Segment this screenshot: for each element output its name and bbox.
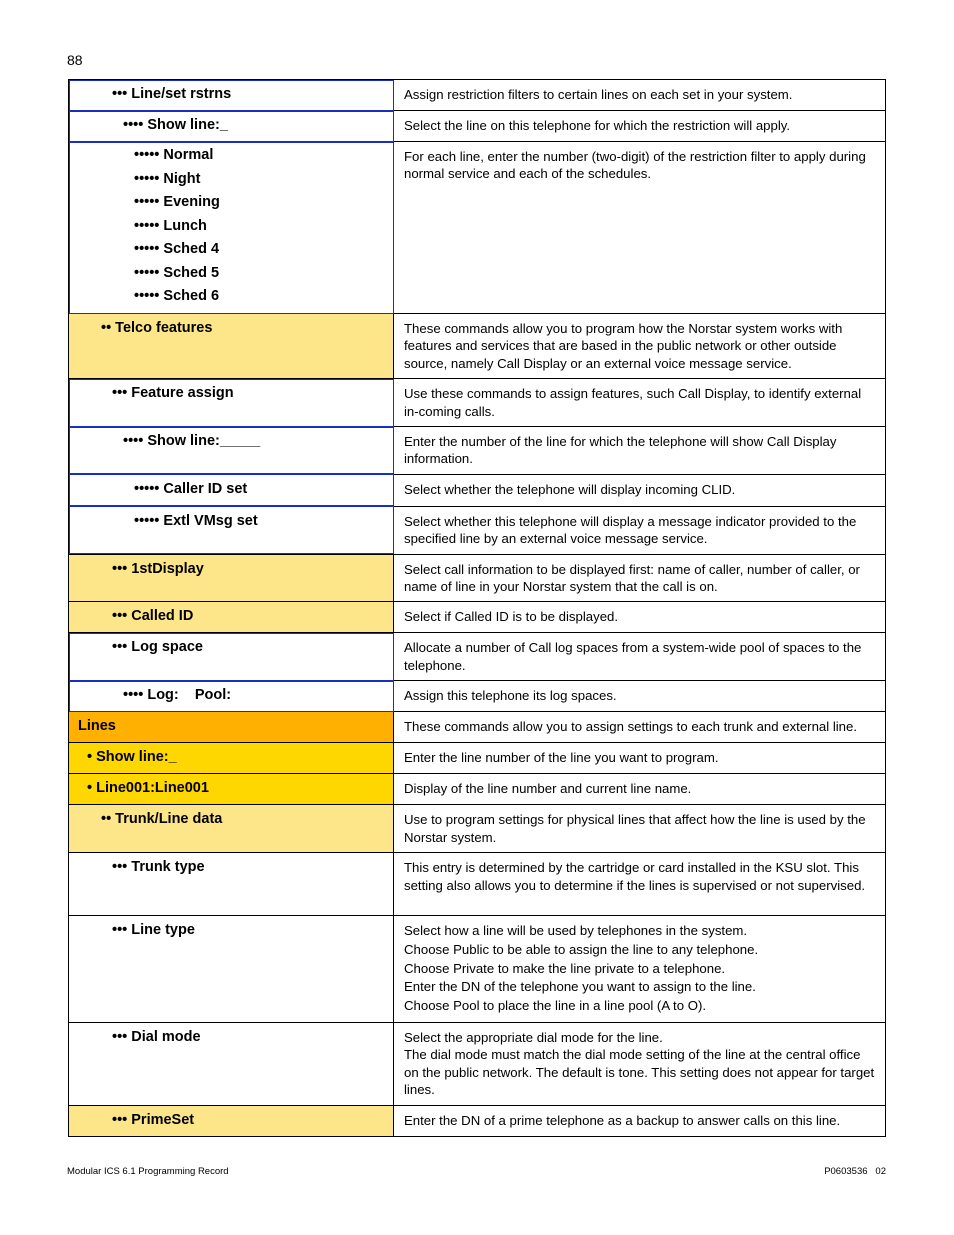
description-cell: This entry is determined by the cartridge or card installed in the KSU slot. This setting also allows you to determine if the lines is supervised or not supervised. [394, 853, 886, 916]
description-cell: Select the line on this telephone for which the restriction will apply. [394, 111, 886, 142]
description-cell: Enter the line number of the line you want to program. [394, 743, 886, 774]
description-cell: Allocate a number of Call log spaces from a system-wide pool of spaces to the telephone. [394, 633, 886, 681]
menu-item-cell: ••• Feature assign [69, 379, 394, 427]
menu-item-cell: ••• Log space [69, 633, 394, 681]
table-row [69, 853, 886, 916]
table-row [69, 743, 886, 774]
menu-item-cell: ••• Line type [69, 916, 394, 1023]
description-cell: Display of the line number and current line name. [394, 774, 886, 805]
description-line: Select how a line will be used by telephones in the system. [404, 923, 748, 939]
footer-document-number: P0603536 02 [824, 1166, 886, 1177]
menu-item-cell: Lines [69, 712, 394, 743]
table-row [69, 142, 886, 314]
menu-item-cell: ••• Called ID [69, 602, 394, 633]
description-line: Enter the DN of the telephone you want to assign to the line. [404, 979, 756, 995]
description-line: The dial mode must match the dial mode setting of the line at the central office on the public network. The default is tone. This setting does not appear for target lines. [404, 1047, 875, 1098]
description-cell: Select whether the telephone will display incoming CLID. [394, 474, 886, 506]
description-cell [394, 916, 886, 1023]
description-cell: For each line, enter the number (two-digit) of the restriction filter to apply during normal service and each of the schedules. [394, 142, 886, 314]
table-row [69, 805, 886, 853]
menu-item-cell: ••••• Caller ID set [69, 474, 394, 506]
table-row [69, 602, 886, 633]
table-row [69, 916, 886, 1023]
table-row [69, 712, 886, 743]
menu-item-cell: •• Trunk/Line data [69, 805, 394, 853]
description-cell [394, 1023, 886, 1106]
schedule-label: ••••• Normal [134, 147, 214, 163]
menu-item-cell: •• Telco features [69, 314, 394, 379]
table-row [69, 111, 886, 142]
footer-document-title: Modular ICS 6.1 Programming Record [67, 1166, 229, 1177]
schedule-label: ••••• Sched 4 [134, 241, 220, 257]
table-row [69, 1106, 886, 1137]
menu-item-cell: •••• Show line:_ [69, 111, 394, 142]
description-line: Choose Public to be able to assign the line to any telephone. [404, 941, 759, 957]
table-row [69, 80, 886, 111]
description-cell: Use these commands to assign features, such Call Display, to identify external in-coming calls. [394, 379, 886, 427]
table-row [69, 506, 886, 554]
description-cell: Assign restriction filters to certain lines on each set in your system. [394, 80, 886, 111]
table-row [69, 379, 886, 427]
description-cell: These commands allow you to assign settings to each trunk and external line. [394, 712, 886, 743]
table-row [69, 427, 886, 475]
table-row [69, 474, 886, 506]
description-cell: Select whether this telephone will display a message indicator provided to the specified line by an external voice message service. [394, 506, 886, 554]
description-cell: Enter the number of the line for which the telephone will show Call Display information. [394, 427, 886, 475]
description-line: Select the appropriate dial mode for the line. [404, 1030, 663, 1046]
menu-item-cell: ••• PrimeSet [69, 1106, 394, 1137]
programming-table [68, 79, 886, 1137]
menu-item-cell: • Line001:Line001 [69, 774, 394, 805]
description-cell: Select call information to be displayed first: name of caller, number of caller, or name of line in your Norstar system that the call is on. [394, 554, 886, 602]
schedule-label: ••••• Sched 5 [134, 264, 220, 281]
description-cell: Assign this telephone its log spaces. [394, 681, 886, 712]
table-row [69, 554, 886, 602]
menu-item-cell: • Show line:_ [69, 743, 394, 774]
table-row [69, 633, 886, 681]
table-row [69, 774, 886, 805]
schedule-label: ••••• Night [134, 170, 201, 187]
schedule-label: ••••• Evening [134, 194, 220, 210]
description-cell: Enter the DN of a prime telephone as a backup to answer calls on this line. [394, 1106, 886, 1137]
description-line: Choose Private to make the line private to a telephone. [404, 960, 726, 976]
menu-item-cell: •••• Log: Pool: [69, 681, 394, 712]
description-cell: Use to program settings for physical lines that affect how the line is used by the Norstar system. [394, 805, 886, 853]
menu-item-cell: ••••• Extl VMsg set [69, 506, 394, 554]
description-cell: These commands allow you to program how the Norstar system works with features and services that are based in the public network or other outside source, namely Call Display or an external voice message service. [394, 314, 886, 379]
menu-item-cell: •••• Show line:_____ [69, 427, 394, 475]
page-number: 88 [67, 52, 83, 68]
menu-item-cell: ••• Dial mode [69, 1023, 394, 1106]
schedule-label: ••••• Lunch [134, 217, 207, 234]
menu-item-cell: ••• 1stDisplay [69, 554, 394, 602]
table-row [69, 1023, 886, 1106]
table-row [69, 314, 886, 379]
description-cell: Select if Called ID is to be displayed. [394, 602, 886, 633]
table-row [69, 681, 886, 712]
menu-item-cell: ••• Trunk type [69, 853, 394, 916]
menu-item-cell [69, 142, 394, 314]
description-line: Choose Pool to place the line in a line pool (A to O). [404, 998, 707, 1014]
menu-item-cell: ••• Line/set rstrns [69, 80, 394, 111]
schedule-label: ••••• Sched 6 [134, 288, 220, 304]
